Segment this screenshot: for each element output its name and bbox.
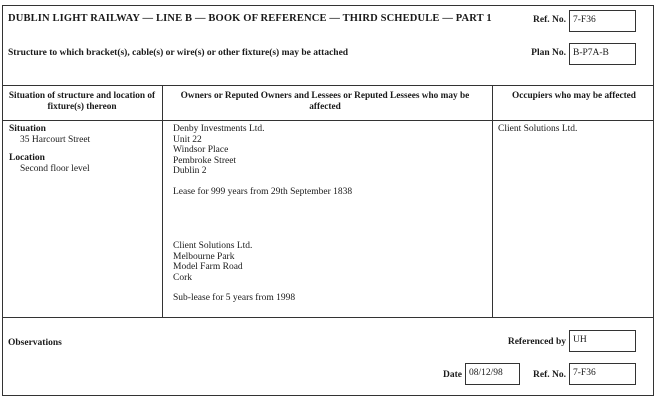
referenced-by-field: UH (569, 330, 636, 352)
footer-ref-no-field: 7-F36 (569, 363, 636, 385)
plan-no-field: B-P7A-B (569, 43, 636, 65)
owner1-line: Windsor Place (173, 145, 229, 155)
ref-no-field: 7-F36 (569, 10, 636, 32)
date-field: 08/12/98 (465, 363, 520, 385)
sublease-text: Sub-lease for 5 years from 1998 (173, 293, 296, 303)
owner2-line: Model Farm Road (173, 262, 243, 272)
owner2-line: Cork (173, 272, 192, 283)
owner1-line: Dublin 2 (173, 166, 207, 176)
footer-divider (3, 317, 653, 318)
column-header-situation: Situation of structure and location of fixture(s) thereon (8, 91, 156, 112)
observations-label: Observations (8, 338, 62, 348)
owner1-line: Denby Investments Ltd. (173, 124, 265, 134)
header-divider (3, 85, 653, 86)
ref-no-label: Ref. No. (533, 15, 566, 25)
column-divider-1 (162, 85, 163, 317)
lease-text: Lease for 999 years from 29th September 1838 (173, 186, 353, 197)
owner1-line: Unit 22 (173, 134, 202, 145)
situation-label: Situation (9, 124, 46, 134)
location-label: Location (9, 153, 45, 163)
situation-value: 35 Harcourt Street (20, 134, 91, 145)
owner2-line: Melbourne Park (173, 251, 235, 262)
column-header-divider (3, 120, 653, 121)
document-title: DUBLIN LIGHT RAILWAY — LINE B — BOOK OF REFERENCE — THIRD SCHEDULE — PART 1 (8, 13, 492, 24)
footer-ref-no-label: Ref. No. (533, 370, 566, 380)
occupier-line: Client Solutions Ltd. (498, 124, 578, 134)
owner1-line: Pembroke Street (173, 155, 237, 166)
location-value: Second floor level (20, 163, 90, 174)
document-subtitle: Structure to which bracket(s), cable(s) or wire(s) or other fixture(s) may be attached (8, 48, 349, 58)
referenced-by-label: Referenced by (507, 337, 566, 347)
owner2-line: Client Solutions Ltd. (173, 241, 253, 251)
situation-cell (9, 124, 157, 174)
owners-cell (173, 124, 485, 304)
column-divider-2 (492, 85, 493, 317)
plan-no-label: Plan No. (531, 48, 566, 58)
occupiers-cell (498, 124, 648, 135)
column-header-owners: Owners or Reputed Owners and Lessees or Reputed Lessees who may be affected (180, 91, 470, 112)
date-label: Date (443, 370, 462, 380)
column-header-occupiers: Occupiers who may be affected (512, 91, 636, 101)
